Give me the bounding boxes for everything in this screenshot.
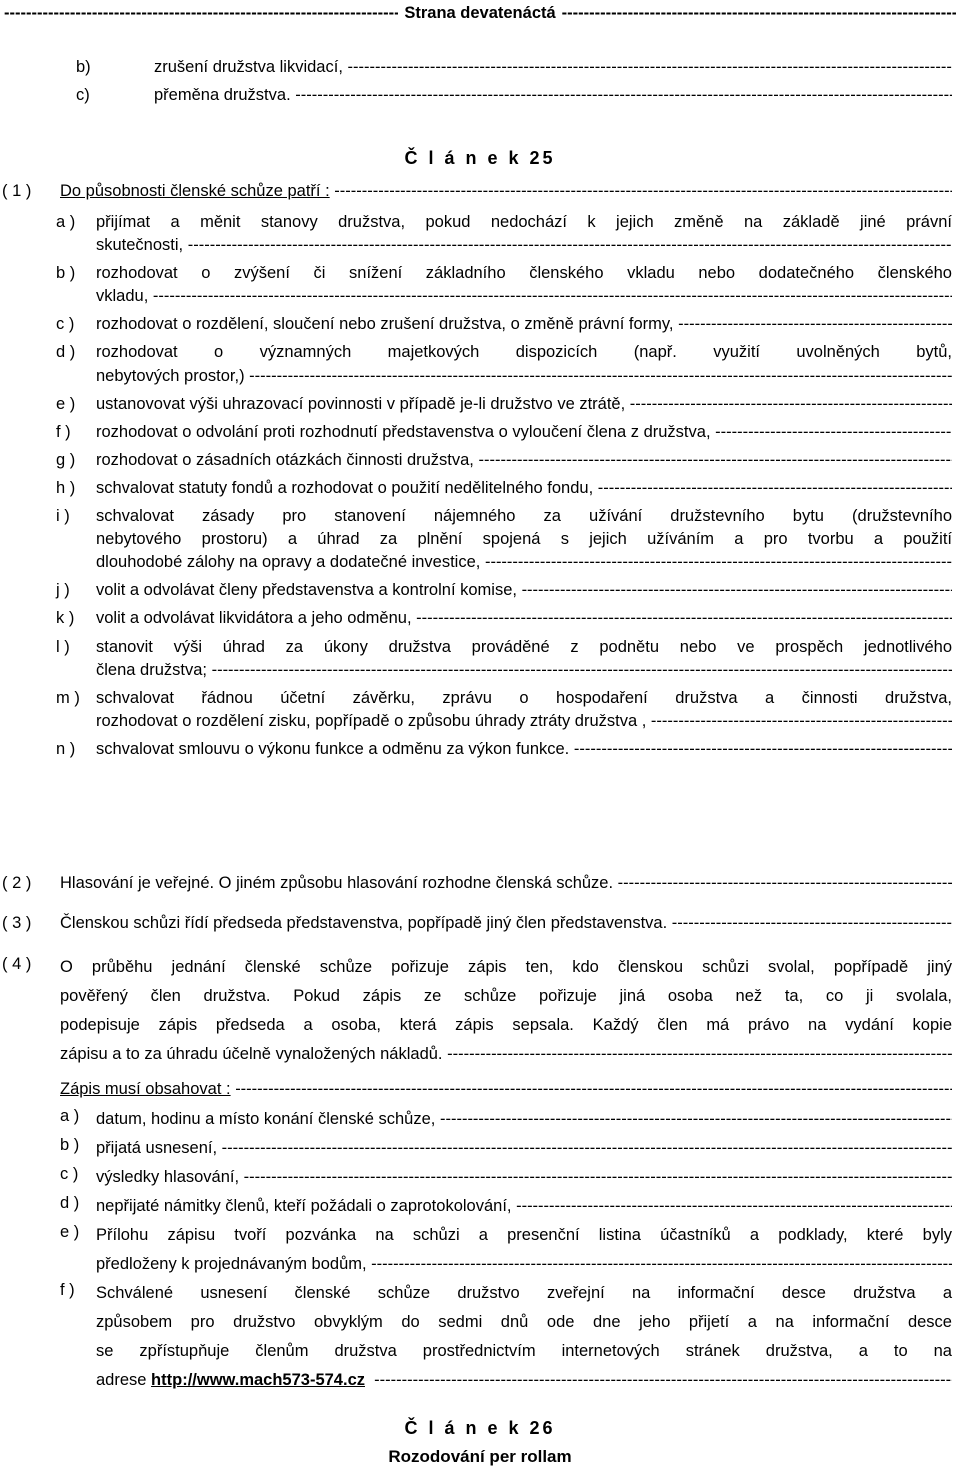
paragraph-number: ( 2 ): [2, 874, 32, 892]
list-item: b) zrušení družstva likvidací, -----: [76, 56, 952, 84]
list-item: b ) přijatá usnesení, -----: [60, 1134, 952, 1163]
paragraph-number: ( 1 ): [2, 182, 32, 200]
article-26-title: Č l á n e k 26: [404, 1418, 556, 1438]
list-item: e ) ustanovovat výši uhrazovací povinnosti v případě je-li družstvo ve ztrátě, -----: [56, 393, 952, 416]
paragraph-number: ( 3 ): [2, 914, 32, 932]
list-item: n ) schvalovat smlouvu o výkonu funkce a odměnu za výkon funkce. -----: [56, 738, 952, 761]
page-title: Strana devatenáctá: [404, 4, 556, 22]
list-item: l ) stanovit výši úhrad za úkony družstva prováděné z podnětu nebo ve prospěch jednotlivého člena družstva; -----: [56, 636, 952, 682]
list-item: f ) rozhodovat o odvolání proti rozhodnutí představenstva o vyloučení člena z družstva, -----: [56, 421, 952, 444]
list-item: e ) Přílohu zápisu tvoří pozvánka na schůzi a presenční listina účastníků a podklady, které byly předloženy k projednávaným bodům, -----: [60, 1221, 952, 1279]
list-item: a ) datum, hodinu a místo konání členské schůze, -----: [60, 1105, 952, 1134]
website-link[interactable]: http://www.mach573-574.cz: [151, 1371, 365, 1389]
list-item: g ) rozhodovat o zásadních otázkách činnosti družstva, -----: [56, 449, 952, 472]
list-item: h ) schvalovat statuty fondů a rozhodovat o použití nedělitelného fondu, -----: [56, 477, 952, 500]
list-item: a ) přijímat a měnit stanovy družstva, pokud nedochází k jejich změně na základě jiné právní skutečnosti, -----: [56, 211, 952, 257]
list-item: c ) rozhodovat o rozdělení, sloučení nebo zrušení družstva, o změně právní formy, -----: [56, 313, 952, 336]
list-item: d ) nepřijaté námitky členů, kteří požádali o zaprotokolování, -----: [60, 1192, 952, 1221]
previous-article-items: [76, 56, 952, 112]
list-item: f ) Schválené usnesení členské schůze družstvo zveřejní na informační desce družstva a způsobem pro družstvo obvyklým do sedmi dnů ode dne jeho přijetí a na informační desce se zpřístupňuje členům družstva prostřednictvím internetových stránek družstva, a to na adrese http://www.mach573-574.cz -----: [60, 1279, 952, 1395]
list-item: c ) výsledky hlasování, -----: [60, 1163, 952, 1192]
paragraph-intro: Do působnosti členské schůze patří :: [60, 182, 330, 200]
list-item: i ) schvalovat zásady pro stanovení nájemného za užívání družstevního bytu (družstevního nebytového prostoru) a úhrad za plnění spojená s jejich užíváním a pro tvorbu a použití dlouhodobé zálohy na opravy a dodatečné investice, -----: [56, 505, 952, 574]
minutes-intro: Zápis musí obsahovat :: [60, 1080, 231, 1098]
list-item: d ) rozhodovat o významných majetkových dispozicích (např. využití uvolněných bytů, nebytových prostor,) -----: [56, 341, 952, 387]
page-header: [4, 2, 956, 25]
list-item: c) přeměna družstva. -----: [76, 84, 952, 112]
article-25-title: Č l á n e k 25: [404, 148, 556, 168]
list-item: m ) schvalovat řádnou účetní závěrku, zprávu o hospodaření družstva a činnosti družstva, rozhodovat o rozdělení zisku, popřípadě o způsobu úhrady ztráty družstva , -----: [56, 687, 952, 733]
minutes-items: [60, 1105, 952, 1395]
list-item: b ) rozhodovat o zvýšení či snížení základního členského vkladu nebo dodatečného členského vkladu, -----: [56, 262, 952, 308]
paragraph-number: ( 4 ): [2, 955, 32, 973]
list-item: k ) volit a odvolávat likvidátora a jeho odměnu, -----: [56, 607, 952, 630]
list-item: j ) volit a odvolávat členy představenstva a kontrolní komise, -----: [56, 579, 952, 602]
article-26-subtitle: Rozodování per rollam: [388, 1447, 572, 1466]
paragraph-1-items: [56, 211, 952, 761]
